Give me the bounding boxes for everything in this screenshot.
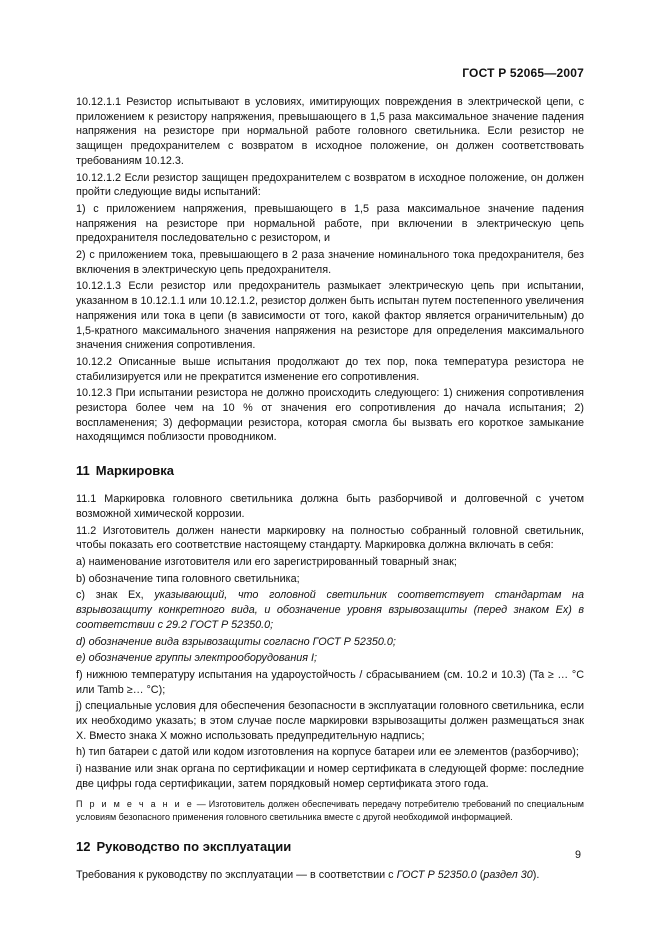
paragraph: 11.2 Изготовитель должен нанести маркировку на полностью собранный головной светильник, чтобы показать его соответствие настоящему стандарту. Маркировка должна включать в себя: [76, 524, 584, 552]
list-item: h) тип батареи с датой или кодом изготовления на корпусе батареи или ее элементов (разборчиво); [76, 746, 579, 759]
paragraph: 10.12.1.1 Резистор испытывают в условиях, имитирующих повреждения в электрической цепи, с приложением к резистору напряжения, превышающего в 1,5 раза максимальное значение падения напряжения на резисторе при нормальной работе головного светильника. Если резистор не защищен предохранителем с возвратом в исходное положение, он должен соответствовать требованиям 10.12.3. [76, 96, 584, 167]
list-item: 1) с приложением напряжения, превышающего в 1,5 раза максимальное значение падения напряжения на резисторе при нормальной работе, при включении в электрическую цепь предохранителя последовательно с резистором, и [76, 202, 584, 245]
list-item-text: c) знак Ex, [76, 589, 155, 602]
section-number: 12 [76, 838, 91, 854]
list-item: e) обозначение группы электрооборудования I; [76, 652, 318, 665]
document-id: ГОСТ Р 52065—2007 [462, 66, 584, 80]
paragraph-text: ). [532, 868, 540, 881]
standard-reference: ГОСТ Р 52350.0 [396, 868, 477, 881]
list-item: d) обозначение вида взрывозащиты согласно ГОСТ Р 52350.0; [76, 635, 396, 648]
note [76, 798, 584, 825]
list-item: b) обозначение типа головного светильника; [76, 572, 300, 585]
section-number: 11 [76, 463, 90, 479]
list-item: j) специальные условия для обеспечения безопасности в эксплуатации головного светильника, если их необходимо указать; в этом случае после маркировки взрывозащиты должен размещаться знак X. Вместо знака X можно использовать предупредительную надпись; [76, 700, 584, 742]
list-item: f) нижнюю температуру испытания на удароустойчость / сбрасыванием (см. 10.2 и 10.3) (Ta ≥ … °C или Tamb ≥… °C); [76, 668, 584, 696]
paragraph: 10.12.1.2 Если резистор защищен предохранителем с возвратом в исходное положение, он должен пройти следующие виды испытаний: [76, 171, 584, 199]
section-reference: раздел 30 [483, 868, 533, 881]
section-heading-12 [76, 839, 584, 854]
list-item: i) название или знак органа по сертификации и номер сертификата в следующей форме: последние две цифры года сертификации, затем порядковый номер сертификата этого года. [76, 763, 584, 790]
paragraph: 10.12.1.3 Если резистор или предохранитель размыкает электрическую цепь при испытании, указанном в 10.12.1.1 или 10.12.1.2, резистор должен быть испытан путем постепенного увеличения напряжения или тока в цепи (в зависимости от того, какой фактор является ограничительным) до 1,5-кратного максимального значения напряжения на резисторе для определения максимального значения снижения сопротивления. [76, 280, 584, 352]
list-item: 2) с приложением тока, превышающего в 2 раза значение номинального тока предохранителя, без включения в электрическую цепь предохранителя. [76, 249, 584, 276]
list-item: a) наименование изготовителя или его зарегистрированный товарный знак; [76, 555, 457, 568]
section-heading-11 [76, 463, 584, 478]
document-body [76, 95, 584, 882]
paragraph: 11.1 Маркировка головного светильника должна быть разборчивой и долговечной с учетом возможной химической коррозии. [76, 493, 584, 520]
paragraph: 10.12.3 При испытании резистора не должно происходить следующего: 1) снижения сопротивления резистора более чем на 10 % от значения его сопротивления до начала испытания; 2) воспламенения; 3) деформации резистора, которая смогла бы вызвать его короткое замыкание находящимся поблизости проводником. [76, 387, 584, 444]
note-label: П р и м е ч а н и е [76, 798, 194, 809]
page-number: 9 [574, 849, 581, 861]
paragraph-text: Требования к руководству по эксплуатации — в соответствии с [76, 868, 397, 881]
paragraph: 10.12.2 Описанные выше испытания продолжают до тех пор, пока температура резистора не стабилизируется или не прекратится изменение его сопротивления. [76, 355, 584, 383]
section-title: Руководство по эксплуатации [96, 838, 292, 854]
list-item [76, 588, 584, 632]
paragraph [76, 868, 584, 883]
note-text: — Изготовитель должен обеспечивать передачу потребителю требований по специальным условиям безопасного применения головного светильника вместе с другой необходимой информацией. [76, 798, 584, 823]
paragraph-text: ( [476, 868, 484, 881]
section-title: Маркировка [95, 463, 175, 479]
list-item-text-italic: указывающий, что головной светильник соответствует стандартам на взрывозащиту конкретного вида, и обозначение уровня взрывозащиты (перед знаком Ex) в соответствии с 29.2 ГОСТ Р 52350.0; [76, 589, 584, 631]
